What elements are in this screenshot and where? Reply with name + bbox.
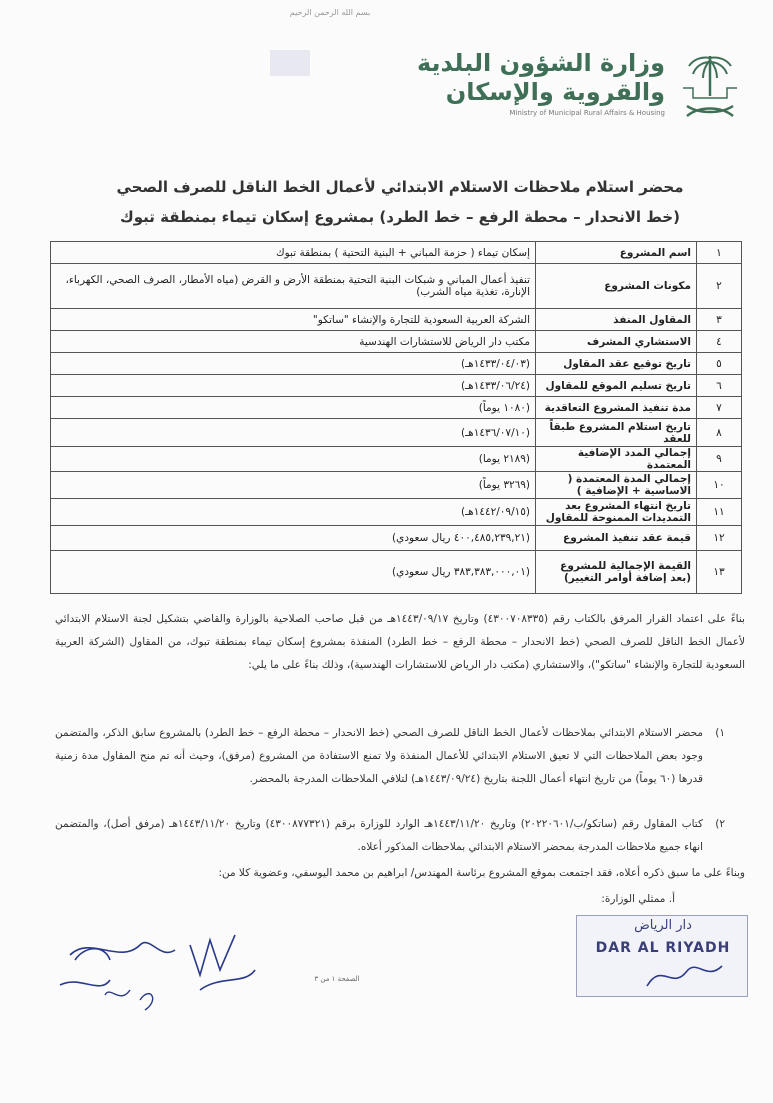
row-label: إجمالي المدد الإضافية المعتمدة xyxy=(536,447,697,472)
stamp-signature-image xyxy=(637,951,737,996)
row-value: (٣٨٣,٣٨٣,٠٠٠,٠١ ريال سعودي) xyxy=(51,551,536,594)
stamp-arabic-name: دار الرياض xyxy=(634,918,692,933)
row-value: إسكان تيماء ( حزمة المباني + البنية التحتية ) بمنطقة تبوك xyxy=(51,242,536,264)
saudi-emblem-icon xyxy=(679,52,741,126)
row-value: (١٠٨٠ يوماً) xyxy=(51,397,536,419)
table-row xyxy=(51,419,742,447)
row-number: ٥ xyxy=(697,353,742,375)
row-value: الشركة العربية السعودية للتجارة والإنشاء "ساتكو" xyxy=(51,309,536,331)
row-value: (٣٢٦٩ يوماً) xyxy=(51,472,536,499)
row-value: (١٤٤٢/٠٩/١٥هـ) xyxy=(51,499,536,526)
list-item-2 xyxy=(55,813,725,859)
table-row xyxy=(51,242,742,264)
table-row xyxy=(51,309,742,331)
list-item-number: ٢) xyxy=(715,818,725,830)
row-label: تاريخ تسليم الموقع للمقاول xyxy=(536,375,697,397)
row-value: (١٤٣٦/٠٧/١٠هـ) xyxy=(51,419,536,447)
row-number: ٩ xyxy=(697,447,742,472)
table-row xyxy=(51,353,742,375)
row-value: (١٤٣٣/٠٤/٠٣هـ) xyxy=(51,353,536,375)
ministry-name-line2: والقروية والإسكان xyxy=(445,78,665,106)
table-row xyxy=(51,551,742,594)
row-number: ٢ xyxy=(697,264,742,309)
table-row xyxy=(51,526,742,551)
row-value: (٢١٨٩ يوما) xyxy=(51,447,536,472)
consultant-stamp xyxy=(576,915,748,997)
row-label: مكونات المشروع xyxy=(536,264,697,309)
stamp-english-name: DAR AL RIYADH xyxy=(595,940,731,956)
row-value: تنفيذ أعمال المباني و شبكات البنية التحتية بمنطقة الأرض و القرض (مياه الأمطار، الصرف الصحي، الكهرباء، الإنارة، تغذية مياه الشرب) xyxy=(51,264,536,309)
ministry-representatives-heading: أ. ممثلي الوزارة: xyxy=(601,893,675,905)
project-info-table xyxy=(50,241,742,594)
table-row xyxy=(51,331,742,353)
row-label: الاستشاري المشرف xyxy=(536,331,697,353)
letterhead xyxy=(0,42,773,132)
list-item-text: كتاب المقاول رقم (ساتكو/ب/٢٠٢٢٠٦٠١) وتاريخ ١٤٤٣/١١/٢٠هـ الوارد للوزارة برقم (٤٣٠٠٨٧٧٣٢١) وتاريخ ١٤٤٣/١١/٢٠هـ (مرفق أصل)، والمتضمن انهاء جميع ملاحظات المدرجة بمحضر الاستلام الابتدائي بملاحظات المذكور أعلاه. xyxy=(55,818,703,853)
ministry-name-line1: وزارة الشؤون البلدية xyxy=(416,49,665,77)
table-row xyxy=(51,397,742,419)
row-label: إجمالي المدة المعتمدة ( الاساسية + الإضافية ) xyxy=(536,472,697,499)
signatures-image xyxy=(50,915,280,1015)
row-label: تاريخ انتهاء المشروع بعد التمديدات الممنوحة للمقاول xyxy=(536,499,697,526)
row-label: المقاول المنفذ xyxy=(536,309,697,331)
row-label: تاريخ استلام المشروع طبقاً للعقد xyxy=(536,419,697,447)
row-number: ١٢ xyxy=(697,526,742,551)
row-number: ١٠ xyxy=(697,472,742,499)
row-value: مكتب دار الرياض للاستشارات الهندسية xyxy=(51,331,536,353)
row-number: ١٣ xyxy=(697,551,742,594)
ministry-name xyxy=(415,48,665,117)
incoming-stamp-mark-lower xyxy=(282,100,312,118)
table-row xyxy=(51,499,742,526)
row-number: ٧ xyxy=(697,397,742,419)
table-row xyxy=(51,447,742,472)
row-label: مدة تنفيذ المشروع التعاقدية xyxy=(536,397,697,419)
row-number: ٣ xyxy=(697,309,742,331)
row-label: قيمة عقد تنفيذ المشروع xyxy=(536,526,697,551)
table-row xyxy=(51,264,742,309)
row-number: ٨ xyxy=(697,419,742,447)
list-item-number: ١) xyxy=(715,727,725,739)
document-title-line2: (خط الانحدار – محطة الرفع – خط الطرد) بمشروع إسكان تيماء بمنطقة تبوك xyxy=(120,208,680,226)
committee-paragraph: وبناءً على ما سبق ذكره أعلاه، فقد اجتمعت بموقع المشروع برئاسة المهندس/ ابراهيم بن محمد اليوسفي، وعضوية كلا من: xyxy=(218,867,745,879)
table-row xyxy=(51,375,742,397)
page-number: الصفحة ١ من ٣ xyxy=(314,975,360,983)
row-label: تاريخ توقيع عقد المقاول xyxy=(536,353,697,375)
table-row xyxy=(51,472,742,499)
row-number: ٦ xyxy=(697,375,742,397)
list-item-text: محضر الاستلام الابتدائي بملاحظات لأعمال الخط الناقل للصرف الصحي (خط الانحدار – محطة الرفع – خط الطرد) بالمشروع سابق الذكر، والمتضمن وجود بعض الملاحظات التي لا تعيق الاستلام الابتدائي للأعمال المنفذة ولا تمنع الاستفادة من المشروع (مرفق)، وحيث أنه تم منح المقاول مدة زمنية قدرها (٦٠ يوماً) من تاريخ انتهاء أعمال اللجنة بتاريخ (١٤٤٣/٠٩/٢٤هـ) لتلافي الملاحظات المدرجة بالمحضر. xyxy=(55,727,703,785)
row-value: (٤٠٠,٤٨٥,٢٣٩,٢١ ريال سعودي) xyxy=(51,526,536,551)
row-number: ٤ xyxy=(697,331,742,353)
ministry-name-english: Ministry of Municipal Rural Affairs & Housing xyxy=(509,109,665,117)
intro-paragraph: بناءً على اعتماد القرار المرفق بالكتاب رقم (٤٣٠٠٧٠٨٣٣٥) وتاريخ ١٤٤٣/٠٩/١٧هـ من قبل صاحب الصلاحية بالوزارة والقاضي بتشكيل لجنة الاستلام الابتدائي لأعمال الخط الناقل للصرف الصحي (خط الانحدار – محطة الرفع – خط الطرد) المنفذة بمشروع إسكان تيماء بمنطقة تبوك، من المقاول (الشركة العربية السعودية للتجارة والإنشاء "ساتكو")، والاستشاري (مكتب دار الرياض للاستشارات الهندسية)، وذلك بناءً على ما يلي: xyxy=(55,613,745,671)
row-number: ١١ xyxy=(697,499,742,526)
row-value: (١٤٣٣/٠٦/٢٤هـ) xyxy=(51,375,536,397)
basmala-line: بسم الله الرحمن الرحيم xyxy=(289,8,371,17)
row-label: اسم المشروع xyxy=(536,242,697,264)
row-number: ١ xyxy=(697,242,742,264)
list-item-1 xyxy=(55,722,725,791)
incoming-stamp-mark xyxy=(270,50,310,76)
document-title-line1: محضر استلام ملاحظات الاستلام الابتدائي لأعمال الخط الناقل للصرف الصحي xyxy=(116,178,684,196)
row-label: القيمة الإجمالية للمشروع (بعد إضافة أوامر التغيير) xyxy=(536,551,697,594)
